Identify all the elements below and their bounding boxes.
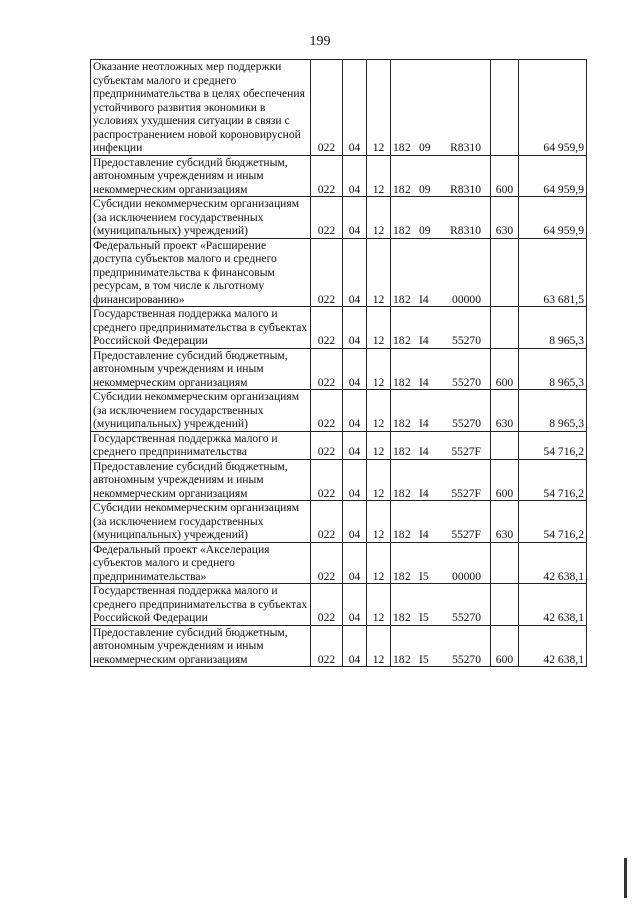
target-item-part: 18 (393, 445, 405, 458)
target-item-part: 55270 (452, 334, 481, 347)
target-item-part: I5 (419, 652, 429, 666)
target-item-cell (391, 584, 491, 626)
budget-table (90, 59, 587, 667)
ministry-code-cell: 022 (311, 390, 343, 432)
expense-name-cell: Государственная поддержка малого и среднего предпринимательства (91, 431, 311, 459)
expense-type-cell (491, 238, 519, 307)
expense-name-cell: Оказание неотложных мер поддержки субъектам малого и среднего предпринимательства в целях обеспечения устойчивого развития экономики в условиях ухудшения ситуации в связи с распространением новой короновирусной инфекции (91, 60, 311, 156)
target-item-cell (391, 197, 491, 239)
section-code-cell: 04 (343, 390, 367, 432)
target-item-cell (391, 459, 491, 501)
target-item-cell (391, 431, 491, 459)
section-code-cell: 04 (343, 60, 367, 156)
expense-type-cell: 600 (491, 625, 519, 667)
expense-name-cell: Субсидии некоммерческим организациям (за исключением государственных (муниципальных) учреждений) (91, 501, 311, 543)
target-item-part: 18 (393, 375, 405, 389)
target-item-part: I4 (419, 375, 429, 389)
ministry-code-cell: 022 (311, 431, 343, 459)
target-item-part: 09 (419, 182, 431, 196)
ministry-code-cell: 022 (311, 197, 343, 239)
expense-type-cell (491, 307, 519, 349)
section-code-cell: 04 (343, 307, 367, 349)
expense-name-cell: Федеральный проект «Акселерация субъектов малого и среднего предпринимательства» (91, 542, 311, 584)
target-item-part: 18 (393, 141, 405, 154)
table-row (91, 431, 587, 459)
ministry-code-cell: 022 (311, 584, 343, 626)
table-row (91, 459, 587, 501)
table-row (91, 60, 587, 156)
target-item-cell (391, 625, 491, 667)
table-row (91, 501, 587, 543)
target-item-part: I4 (419, 292, 429, 306)
amount-cell: 42 638,1 (519, 625, 587, 667)
expense-name-cell: Государственная поддержка малого и среднего предпринимательства в субъектах Российской Федерации (91, 307, 311, 349)
target-item-part: 18 (393, 528, 405, 541)
target-item-part: I4 (419, 417, 429, 430)
expense-type-cell (491, 60, 519, 156)
target-item-part: 2 (405, 292, 411, 306)
expense-type-cell (491, 584, 519, 626)
target-item-part: 55270 (452, 652, 481, 666)
table-row (91, 238, 587, 307)
target-item-part: I5 (419, 569, 429, 583)
target-item-part: 2 (405, 528, 411, 541)
target-item-part: I4 (419, 528, 429, 541)
target-item-part: I4 (419, 334, 429, 347)
subsection-code-cell: 12 (367, 459, 391, 501)
expense-type-cell (491, 431, 519, 459)
amount-cell: 8 965,3 (519, 348, 587, 390)
target-item-part: I4 (419, 445, 429, 458)
target-item-cell (391, 238, 491, 307)
expense-type-cell: 630 (491, 197, 519, 239)
section-code-cell: 04 (343, 625, 367, 667)
target-item-part: 2 (405, 334, 411, 347)
section-code-cell: 04 (343, 348, 367, 390)
target-item-part: 18 (393, 224, 405, 237)
amount-cell: 8 965,3 (519, 390, 587, 432)
expense-name-cell: Субсидии некоммерческим организациям (за исключением государственных (муниципальных) учреждений) (91, 390, 311, 432)
target-item-part: 18 (393, 486, 405, 500)
ministry-code-cell: 022 (311, 459, 343, 501)
target-item-cell (391, 542, 491, 584)
target-item-part: 2 (405, 652, 411, 666)
target-item-part: I4 (419, 486, 429, 500)
expense-type-cell (491, 542, 519, 584)
subsection-code-cell: 12 (367, 584, 391, 626)
target-item-part: 2 (405, 569, 411, 583)
amount-cell: 54 716,2 (519, 431, 587, 459)
target-item-part: 18 (393, 334, 405, 347)
target-item-part: 55270 (452, 375, 481, 389)
section-code-cell: 04 (343, 542, 367, 584)
amount-cell: 54 716,2 (519, 459, 587, 501)
table-row (91, 307, 587, 349)
expense-name-cell: Предоставление субсидий бюджетным, автономным учреждениям и иным некоммерческим организациям (91, 459, 311, 501)
target-item-part: 00000 (452, 569, 481, 583)
target-item-part: R8310 (450, 141, 481, 154)
target-item-part: 55270 (452, 611, 481, 624)
expense-type-cell: 600 (491, 155, 519, 197)
subsection-code-cell: 12 (367, 197, 391, 239)
table-row (91, 625, 587, 667)
section-code-cell: 04 (343, 584, 367, 626)
target-item-part: 55270 (452, 417, 481, 430)
table-row (91, 348, 587, 390)
section-code-cell: 04 (343, 501, 367, 543)
amount-cell: 63 681,5 (519, 238, 587, 307)
target-item-part: 5527F (451, 486, 481, 500)
target-item-part: 18 (393, 292, 405, 306)
ministry-code-cell: 022 (311, 348, 343, 390)
target-item-part: 2 (405, 375, 411, 389)
target-item-part: R8310 (450, 182, 481, 196)
ministry-code-cell: 022 (311, 307, 343, 349)
subsection-code-cell: 12 (367, 542, 391, 584)
amount-cell: 64 959,9 (519, 155, 587, 197)
subsection-code-cell: 12 (367, 625, 391, 667)
subsection-code-cell: 12 (367, 348, 391, 390)
subsection-code-cell: 12 (367, 60, 391, 156)
amount-cell: 42 638,1 (519, 542, 587, 584)
budget-table-body (91, 60, 587, 667)
expense-name-cell: Предоставление субсидий бюджетным, автономным учреждениям и иным некоммерческим организациям (91, 625, 311, 667)
expense-type-cell: 630 (491, 501, 519, 543)
subsection-code-cell: 12 (367, 155, 391, 197)
amount-cell: 42 638,1 (519, 584, 587, 626)
ministry-code-cell: 022 (311, 542, 343, 584)
amount-cell: 64 959,9 (519, 197, 587, 239)
amount-cell: 54 716,2 (519, 501, 587, 543)
table-row (91, 197, 587, 239)
section-code-cell: 04 (343, 459, 367, 501)
table-row (91, 390, 587, 432)
target-item-part: 18 (393, 569, 405, 583)
expense-name-cell: Государственная поддержка малого и среднего предпринимательства в субъектах Российской Федерации (91, 584, 311, 626)
table-row (91, 542, 587, 584)
expense-name-cell: Предоставление субсидий бюджетным, автономным учреждениям и иным некоммерческим организациям (91, 348, 311, 390)
target-item-part: 2 (405, 417, 411, 430)
section-code-cell: 04 (343, 431, 367, 459)
amount-cell: 64 959,9 (519, 60, 587, 156)
expense-name-cell: Субсидии некоммерческим организациям (за исключением государственных (муниципальных) учреждений) (91, 197, 311, 239)
target-item-part: 2 (405, 611, 411, 624)
target-item-cell (391, 155, 491, 197)
ministry-code-cell: 022 (311, 155, 343, 197)
target-item-cell (391, 348, 491, 390)
target-item-part: 18 (393, 417, 405, 430)
expense-name-cell: Федеральный проект «Расширение доступа субъектов малого и среднего предпринимательства к финансовым ресурсам, в том числе к льготному финансированию» (91, 238, 311, 307)
target-item-part: 18 (393, 182, 405, 196)
section-code-cell: 04 (343, 197, 367, 239)
section-code-cell: 04 (343, 155, 367, 197)
ministry-code-cell: 022 (311, 60, 343, 156)
target-item-cell (391, 501, 491, 543)
subsection-code-cell: 12 (367, 307, 391, 349)
table-row (91, 584, 587, 626)
table-row (91, 155, 587, 197)
expense-name-cell: Предоставление субсидий бюджетным, автономным учреждениям и иным некоммерческим организациям (91, 155, 311, 197)
target-item-part: 18 (393, 652, 405, 666)
target-item-part: 2 (405, 141, 411, 154)
target-item-part: 2 (405, 182, 411, 196)
target-item-part: 18 (393, 611, 405, 624)
target-item-part: 5527F (451, 445, 481, 458)
target-item-part: 00000 (452, 292, 481, 306)
ministry-code-cell: 022 (311, 501, 343, 543)
target-item-part: 2 (405, 486, 411, 500)
target-item-part: 5527F (451, 528, 481, 541)
target-item-part: 2 (405, 445, 411, 458)
ministry-code-cell: 022 (311, 238, 343, 307)
subsection-code-cell: 12 (367, 501, 391, 543)
page-number: 199 (309, 34, 331, 49)
target-item-part: 2 (405, 224, 411, 237)
expense-type-cell: 600 (491, 459, 519, 501)
subsection-code-cell: 12 (367, 431, 391, 459)
target-item-part: 09 (419, 141, 431, 154)
scan-edge-mark (624, 858, 627, 898)
section-code-cell: 04 (343, 238, 367, 307)
amount-cell: 8 965,3 (519, 307, 587, 349)
expense-type-cell: 630 (491, 390, 519, 432)
ministry-code-cell: 022 (311, 625, 343, 667)
target-item-part: R8310 (450, 224, 481, 237)
target-item-cell (391, 60, 491, 156)
subsection-code-cell: 12 (367, 390, 391, 432)
subsection-code-cell: 12 (367, 238, 391, 307)
target-item-part: I5 (419, 611, 429, 624)
target-item-cell (391, 307, 491, 349)
target-item-part: 09 (419, 224, 431, 237)
expense-type-cell: 600 (491, 348, 519, 390)
target-item-cell (391, 390, 491, 432)
